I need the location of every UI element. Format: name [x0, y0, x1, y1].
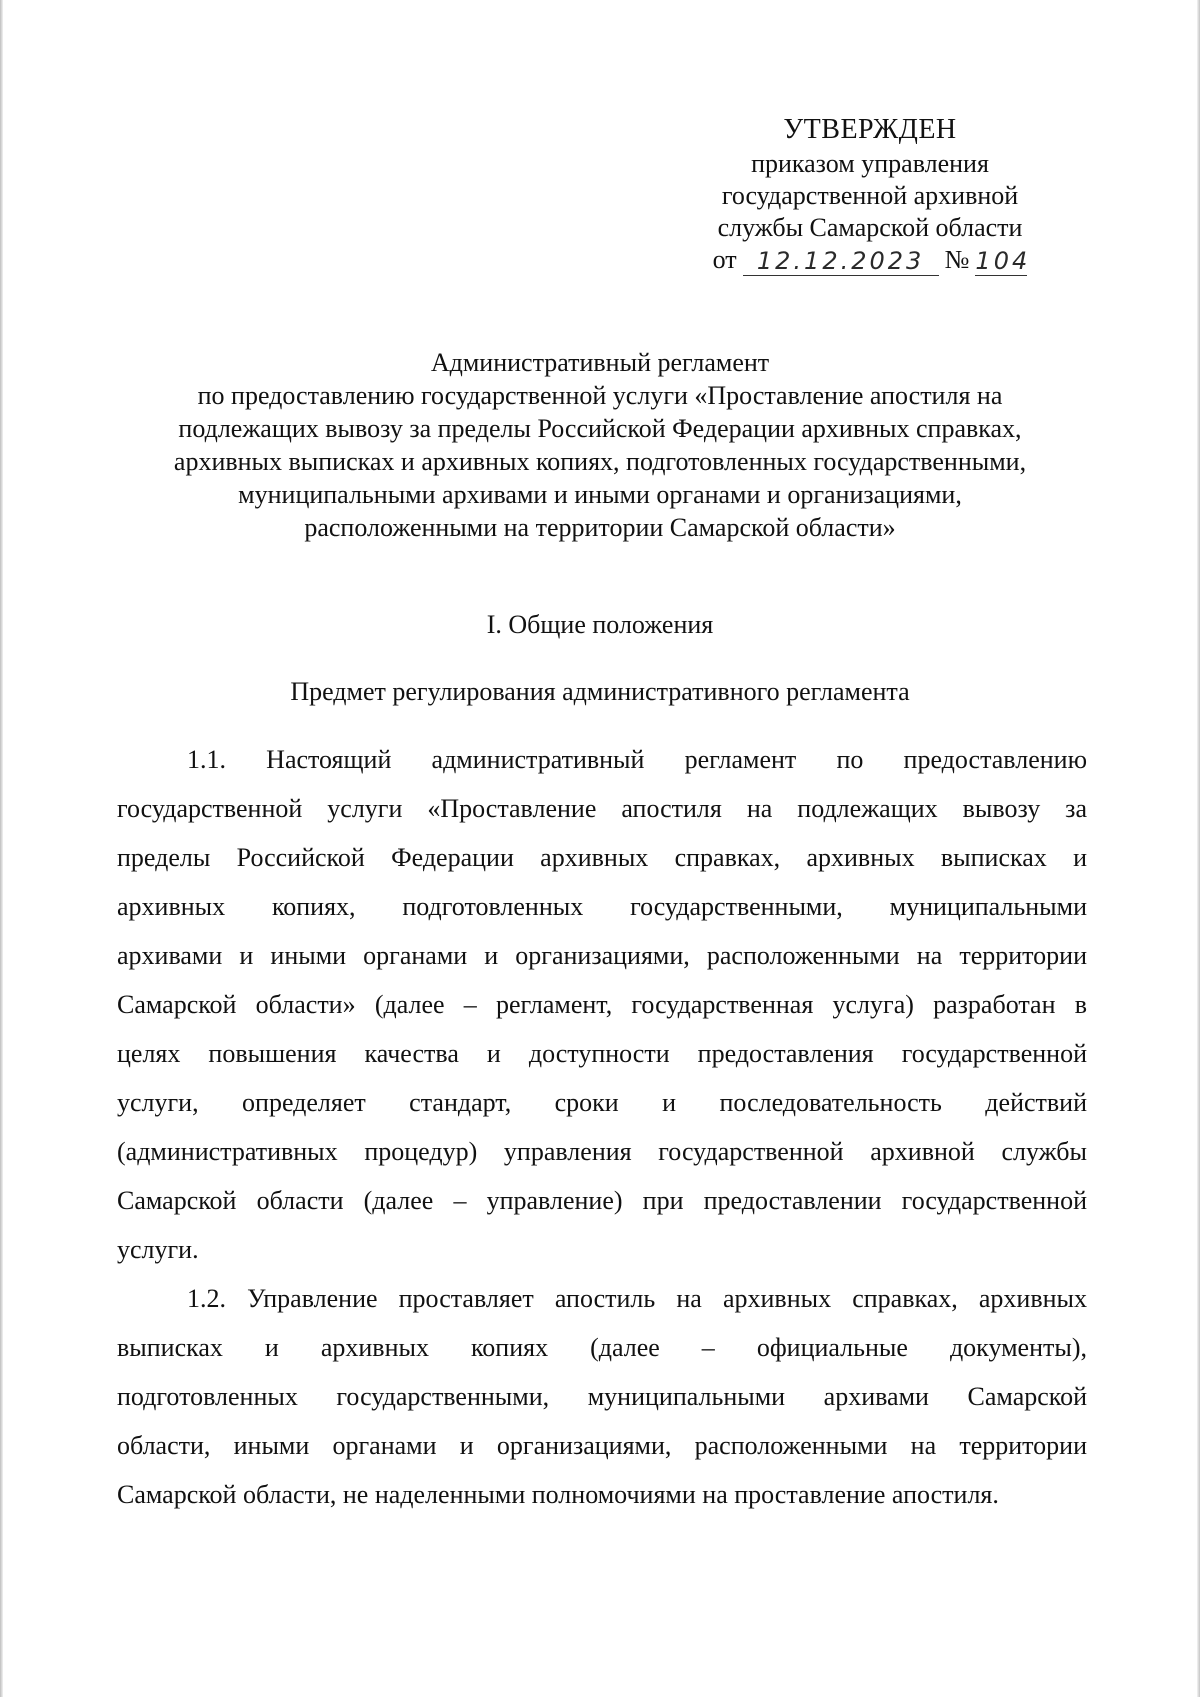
paragraph-line: подготовленных государственными, муниципальными архивами Самарской [117, 1382, 1087, 1411]
approval-heading: УТВЕРЖДЕН [783, 114, 957, 145]
scan-edge-left [0, 0, 3, 1697]
title-line: подлежащих вывозу за пределы Российской Федерации архивных справках, [178, 414, 1022, 443]
date-prefix: от [712, 245, 737, 274]
approval-line: государственной архивной [721, 181, 1019, 210]
paragraph-line: выписках и архивных копиях (далее – официальные документы), [117, 1333, 1087, 1362]
title-line: расположенными на территории Самарской области» [304, 513, 896, 542]
title-line: Административный регламент [430, 348, 770, 377]
paragraph-line: 1.2. Управление проставляет апостиль на архивных справках, архивных [187, 1284, 1087, 1313]
number-prefix: № [944, 245, 970, 274]
approval-line: приказом управления [751, 149, 989, 178]
title-line: муниципальными архивами и иными органами и организациями, [238, 480, 962, 509]
paragraph-line: целях повышения качества и доступности предоставления государственной [117, 1039, 1087, 1068]
paragraph-line: области, иными органами и организациями, расположенными на территории [117, 1431, 1087, 1460]
document-title [110, 346, 1090, 544]
approval-line: службы Самарской области [717, 213, 1023, 242]
paragraph-line: услуги. [117, 1235, 199, 1264]
handwritten-number: 104 [975, 247, 1031, 275]
section-heading: I. Общие положения [486, 610, 714, 639]
handwritten-date: 12.12.2023 [743, 247, 939, 276]
paragraph-line: Самарской области, не наделенными полномочиями на проставление апостиля. [117, 1480, 999, 1509]
paragraph-line: Самарской области (далее – управление) при предоставлении государственной [117, 1186, 1087, 1215]
paragraph-line: услуги, определяет стандарт, сроки и последовательность действий [117, 1088, 1087, 1117]
paragraph-line: (административных процедур) управления государственной архивной службы [117, 1137, 1087, 1166]
title-line: по предоставлению государственной услуги «Проставление апостиля на [197, 381, 1003, 410]
paragraph-1-1 [117, 743, 1087, 1282]
title-line: архивных выписках и архивных копиях, подготовленных государственными, [173, 447, 1027, 476]
paragraph-line: 1.1. Настоящий административный регламент по предоставлению [187, 745, 1087, 774]
paragraph-line: государственной услуги «Проставление апостиля на подлежащих вывозу за [117, 794, 1087, 823]
section-subheading: Предмет регулирования административного регламента [290, 677, 910, 706]
paragraph-1-2 [117, 1282, 1087, 1527]
approval-block [690, 112, 1050, 276]
paragraph-line: архивных копиях, подготовленных государственными, муниципальными [117, 892, 1087, 921]
paragraph-line: архивами и иными органами и организациями, расположенными на территории [117, 941, 1087, 970]
paragraph-line: пределы Российской Федерации архивных справках, архивных выписках и [117, 843, 1087, 872]
approval-date-line [690, 244, 1050, 276]
paragraph-line: Самарской области» (далее – регламент, государственная услуга) разработан в [117, 990, 1087, 1019]
